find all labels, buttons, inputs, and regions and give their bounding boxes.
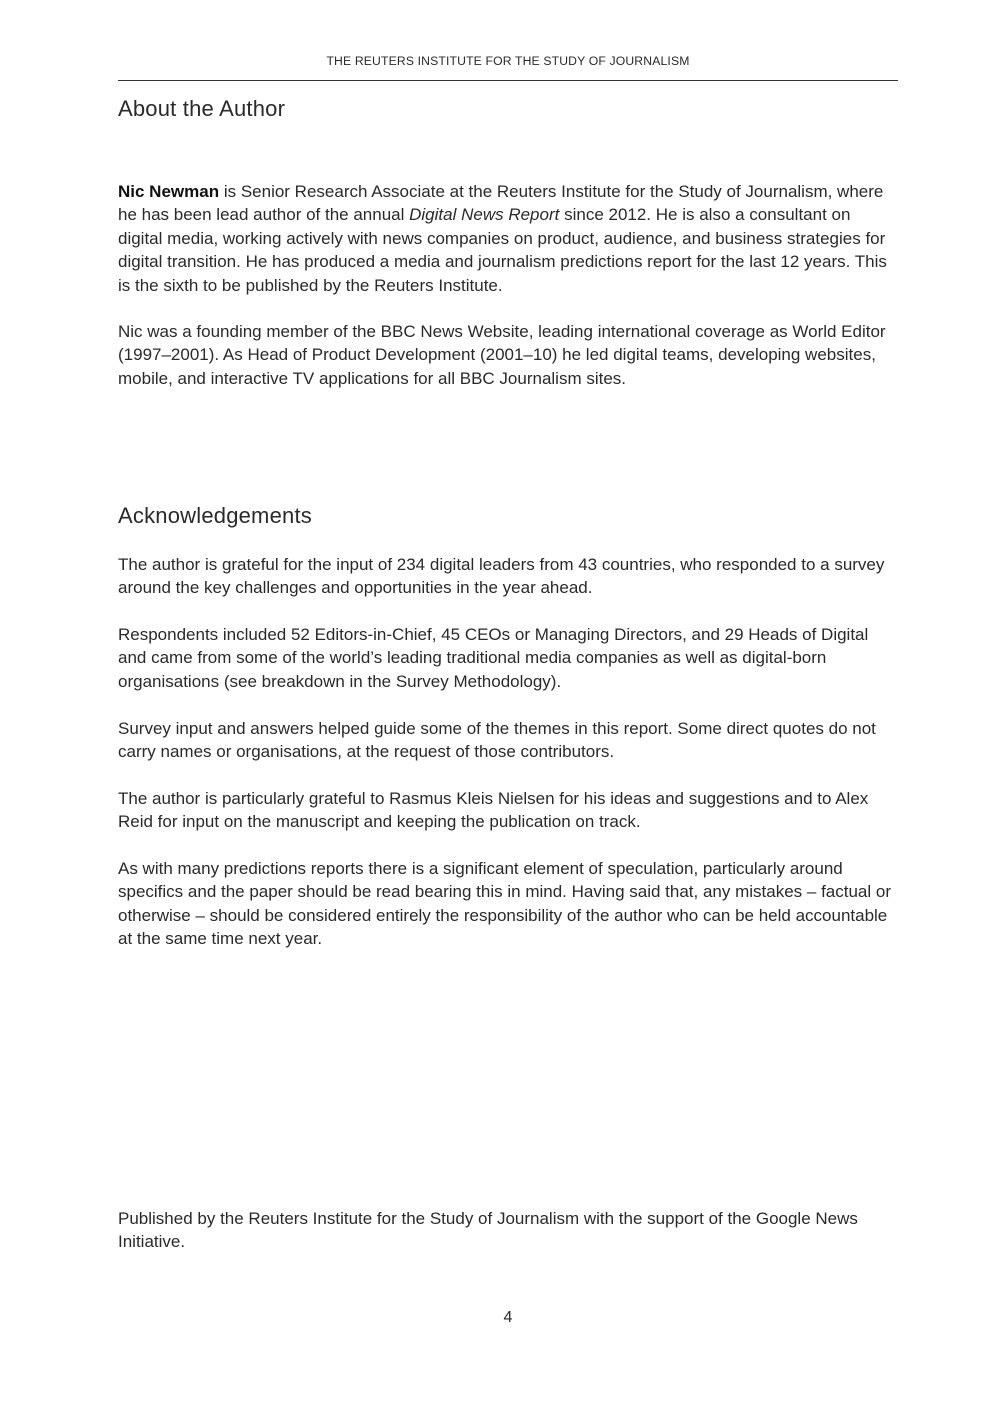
acknowledgements-heading: Acknowledgements [118,503,312,528]
author-bio-text-a: is Senior Research Associate at the Reuters Institute for the Study of Journalism, where he has been lead author of the annual [118,182,884,225]
running-header: THE REUTERS INSTITUTE FOR THE STUDY OF JOURNALISM [326,54,690,68]
acknowledgement-paragraph: Respondents included 52 Editors-in-Chief, 45 CEOs or Managing Directors, and 29 Heads of Digital and came from some of the world’s leading traditional media companies as well as digital-born organisations (see breakdown in the Survey Methodology). [118,625,869,691]
header-divider [118,80,898,81]
about-author-heading: About the Author [118,96,286,121]
publication-credit: Published by the Reuters Institute for the Study of Journalism with the support of the Google News Initiative. [118,1209,858,1252]
acknowledgement-paragraph: As with many predictions reports there is a significant element of speculation, particularly around specifics and the paper should be read bearing this in mind. Having said that, any mistakes – factual or otherwise – should be considered entirely the responsibility of the author who can be held accountable at the same time next year. [118,859,891,949]
acknowledgement-paragraph: Survey input and answers helped guide some of the themes in this report. Some direct quotes do not carry names or organisations, at the request of those contributors. [118,719,876,762]
author-name: Nic Newman [118,182,220,201]
report-title: Digital News Report [409,205,560,225]
author-bio-paragraph [118,180,898,297]
author-history-paragraph: Nic was a founding member of the BBC News Website, leading international coverage as World Editor (1997–2001). As Head of Product Development (2001–10) he led digital teams, developing websites, mobile, and interactive TV applications for all BBC Journalism sites. [118,322,886,388]
acknowledgement-paragraph: The author is grateful for the input of 234 digital leaders from 43 countries, who responded to a survey around the key challenges and opportunities in the year ahead. [118,555,885,598]
acknowledgement-paragraph: The author is particularly grateful to Rasmus Kleis Nielsen for his ideas and suggestions and to Alex Reid for input on the manuscript and keeping the publication on track. [118,789,869,832]
page-number: 4 [503,1309,513,1326]
author-bio-text-b: since 2012. He is also a consultant on digital media, working actively with news companies on product, audience, and business strategies for digital transition. He has produced a media and journalism predictions report for the last 12 years. This is the sixth to be published by the Reuters Institute. [118,205,887,295]
